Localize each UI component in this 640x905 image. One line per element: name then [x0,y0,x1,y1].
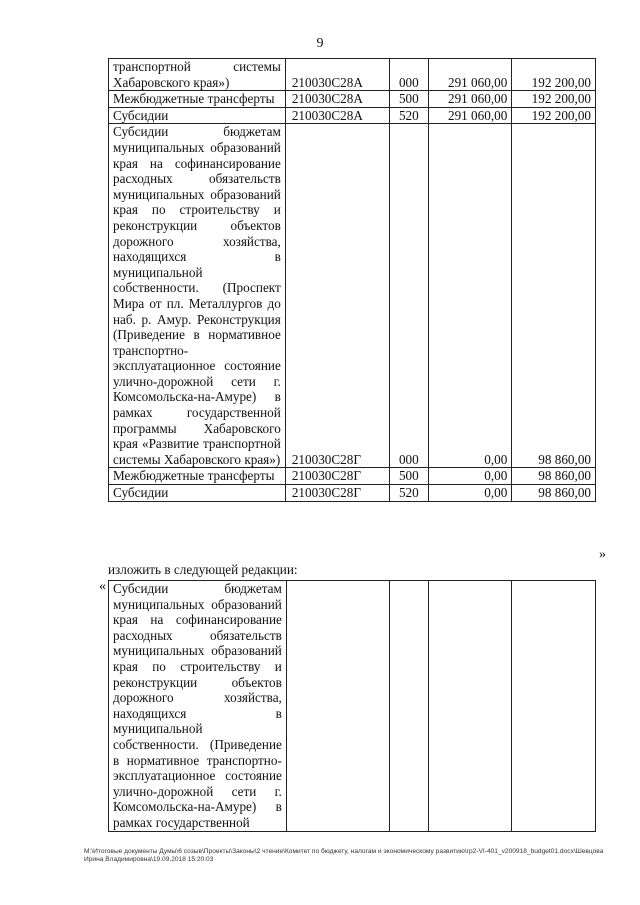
row-kvr: 000 [390,124,429,468]
page-number: 9 [316,36,324,51]
table-row [109,485,596,502]
row-amount-b: 98 860,00 [512,468,596,485]
row-kvr: 520 [390,485,429,502]
row-name: Субсидии бюджетам муниципальных образований края на софинансирование расходных обязательств муниципальных образований края по строительству и реконструкции объектов дорожного хозяйства, находящихся в муниципальной собственности. (Проспект Мира от пл. Металлургов до наб. р. Амур. Реконструкция (Приведение в нормативное транспортно-эксплуатационное состояние улично-дорожной сети г. Комсомольска-на-Амуре) в рамках государственной программы Хабаровского края «Развитие транспортной системы Хабаровского края») [109,124,286,468]
row-name: Субсидии бюджетам муниципальных образований края на софинансирование расходных обязательств муниципальных образований края по строительству и реконструкции объектов дорожного хозяйства, находящихся в муниципальной собственности. (Приведение в нормативное транспортно-эксплуатационное состояние улично-дорожной сети г. Комсомольска-на-Амуре) в рамках государственной [109,581,287,832]
table-row [109,91,596,108]
row-name: Субсидии [109,107,286,124]
row-amount-b [512,581,596,832]
row-code: 210030С28А [285,107,389,124]
row-amount-a: 291 060,00 [428,91,512,108]
closing-quote: » [599,547,606,562]
row-amount-a: 291 060,00 [428,59,512,91]
row-code [286,581,389,832]
row-amount-b: 192 200,00 [512,59,596,91]
row-name: Межбюджетные трансферты [109,91,286,108]
table-row [109,59,596,91]
instruction-text: изложить в следующей редакции: [108,562,298,577]
row-amount-b: 98 860,00 [512,124,596,468]
row-kvr: 500 [390,468,429,485]
row-code: 210030С28А [285,59,389,91]
row-amount-a: 0,00 [428,485,512,502]
row-kvr: 520 [390,107,429,124]
row-amount-a: 291 060,00 [428,107,512,124]
row-amount-b: 192 200,00 [512,91,596,108]
row-amount-a: 0,00 [428,468,512,485]
table-row [109,468,596,485]
row-code: 210030С28Г [285,468,389,485]
opening-quote: « [99,579,106,594]
row-amount-b: 98 860,00 [512,485,596,502]
row-kvr: 000 [390,59,429,91]
budget-table-current [108,58,596,502]
row-amount-b: 192 200,00 [512,107,596,124]
footer-file-path: М:\Итоговые документы Думы\6 созыв\Проекты\Законы\2 чтение\Комитет по бюджету, налогам и экономическому развитию\гр2-VI-401_v200918_budget01.docx\Шевцова Ирина Владимировна\19.09.2018 15:20:03 [84,848,604,863]
budget-table-new [108,580,596,832]
row-amount-a: 0,00 [428,124,512,468]
row-amount-a [428,581,512,832]
row-name: Субсидии [109,485,286,502]
row-code: 210030С28А [285,91,389,108]
row-code: 210030С28Г [285,485,389,502]
row-name: транспортной системы Хабаровского края») [109,59,286,91]
table-row [109,124,596,468]
row-kvr: 500 [390,91,429,108]
row-kvr [390,581,428,832]
table-row [109,581,596,832]
row-name: Межбюджетные трансферты [109,468,286,485]
table-row [109,107,596,124]
row-code: 210030С28Г [285,124,389,468]
